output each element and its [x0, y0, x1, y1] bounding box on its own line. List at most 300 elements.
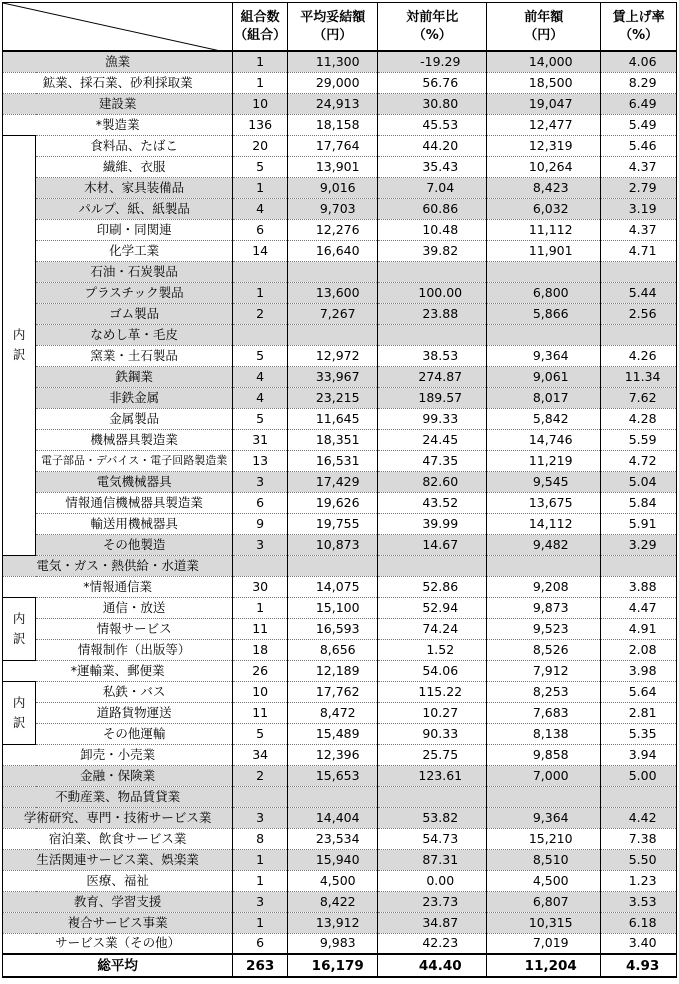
union-count — [233, 261, 288, 282]
industry-name: 情報通信機械器具製造業 — [36, 492, 233, 513]
industry-name: 機械器具製造業 — [36, 429, 233, 450]
previous-amount — [487, 786, 601, 807]
wage-settlement-table-container — [2, 2, 677, 978]
table-row — [3, 618, 677, 639]
average-amount: 8,656 — [288, 639, 378, 660]
average-amount: 19,755 — [288, 513, 378, 534]
union-count: 11 — [233, 618, 288, 639]
total-row — [3, 954, 677, 977]
industry-name: 学術研究、専門・技術サービス業 — [3, 807, 233, 828]
average-amount: 18,158 — [288, 114, 378, 135]
yoy-ratio: 56.76 — [378, 72, 487, 93]
industry-name: 鉄鋼業 — [36, 366, 233, 387]
table-row — [3, 282, 677, 303]
industry-name: 情報サービス — [36, 618, 233, 639]
industry-name: その他製造 — [36, 534, 233, 555]
previous-amount — [487, 324, 601, 345]
table-row — [3, 555, 677, 576]
total-label: 総平均 — [3, 954, 233, 977]
previous-amount: 8,138 — [487, 723, 601, 744]
header-count: 組合数 （組合） — [233, 3, 288, 52]
average-amount: 29,000 — [288, 72, 378, 93]
raise-rate: 6.18 — [601, 912, 677, 933]
yoy-ratio: 35.43 — [378, 156, 487, 177]
raise-rate: 3.40 — [601, 933, 677, 954]
yoy-ratio: 7.04 — [378, 177, 487, 198]
raise-rate: 5.84 — [601, 492, 677, 513]
union-count — [233, 786, 288, 807]
industry-name: ゴム製品 — [36, 303, 233, 324]
raise-rate — [601, 555, 677, 576]
previous-amount: 6,032 — [487, 198, 601, 219]
yoy-ratio: 24.45 — [378, 429, 487, 450]
union-count: 4 — [233, 387, 288, 408]
union-count: 3 — [233, 471, 288, 492]
header-average: 平均妥結額 （円） — [288, 3, 378, 52]
raise-rate: 7.62 — [601, 387, 677, 408]
table-row — [3, 156, 677, 177]
union-count: 4 — [233, 366, 288, 387]
average-amount: 33,967 — [288, 366, 378, 387]
union-count: 1 — [233, 597, 288, 618]
raise-rate: 1.23 — [601, 870, 677, 891]
average-amount: 14,404 — [288, 807, 378, 828]
union-count: 30 — [233, 576, 288, 597]
raise-rate: 5.04 — [601, 471, 677, 492]
yoy-ratio: 14.67 — [378, 534, 487, 555]
table-row — [3, 198, 677, 219]
yoy-ratio: 34.87 — [378, 912, 487, 933]
previous-amount: 7,683 — [487, 702, 601, 723]
table-row — [3, 219, 677, 240]
raise-rate: 3.29 — [601, 534, 677, 555]
header-raise-rate: 賃上げ率 （%） — [601, 3, 677, 52]
average-amount: 15,100 — [288, 597, 378, 618]
previous-amount: 9,545 — [487, 471, 601, 492]
average-amount: 17,764 — [288, 135, 378, 156]
yoy-ratio — [378, 555, 487, 576]
union-count: 18 — [233, 639, 288, 660]
total-raise-rate: 4.93 — [601, 954, 677, 977]
union-count: 1 — [233, 912, 288, 933]
industry-name: 建設業 — [3, 93, 233, 114]
previous-amount: 13,675 — [487, 492, 601, 513]
average-amount: 12,972 — [288, 345, 378, 366]
yoy-ratio — [378, 261, 487, 282]
yoy-ratio: 23.88 — [378, 303, 487, 324]
average-amount: 15,940 — [288, 849, 378, 870]
average-amount — [288, 555, 378, 576]
yoy-ratio: 52.94 — [378, 597, 487, 618]
union-count — [233, 324, 288, 345]
raise-rate: 2.56 — [601, 303, 677, 324]
header-previous: 前年額 （円） — [487, 3, 601, 52]
previous-amount: 11,112 — [487, 219, 601, 240]
yoy-ratio: 53.82 — [378, 807, 487, 828]
industry-name: 石油・石炭製品 — [36, 261, 233, 282]
average-amount: 18,351 — [288, 429, 378, 450]
union-count: 5 — [233, 408, 288, 429]
average-amount: 12,396 — [288, 744, 378, 765]
average-amount — [288, 324, 378, 345]
table-row — [3, 744, 677, 765]
industry-name: プラスチック製品 — [36, 282, 233, 303]
previous-amount — [487, 261, 601, 282]
previous-amount: 14,746 — [487, 429, 601, 450]
table-row — [3, 345, 677, 366]
previous-amount: 5,866 — [487, 303, 601, 324]
previous-amount: 7,000 — [487, 765, 601, 786]
union-count: 1 — [233, 177, 288, 198]
industry-name: 窯業・土石製品 — [36, 345, 233, 366]
previous-amount: 9,208 — [487, 576, 601, 597]
industry-name: 教育、学習支援 — [3, 891, 233, 912]
header-yoy: 対前年比 （%） — [378, 3, 487, 52]
industry-name: その他運輸 — [36, 723, 233, 744]
table-row — [3, 534, 677, 555]
table-row — [3, 786, 677, 807]
industry-name: 私鉄・バス — [36, 681, 233, 702]
previous-amount: 9,061 — [487, 366, 601, 387]
table-body — [3, 51, 677, 977]
table-row — [3, 240, 677, 261]
raise-rate: 5.50 — [601, 849, 677, 870]
yoy-ratio: 25.75 — [378, 744, 487, 765]
breakdown-label: 内 訳 — [3, 597, 36, 660]
table-row — [3, 450, 677, 471]
table-row — [3, 723, 677, 744]
union-count: 5 — [233, 156, 288, 177]
previous-amount: 18,500 — [487, 72, 601, 93]
yoy-ratio: 82.60 — [378, 471, 487, 492]
raise-rate: 11.34 — [601, 366, 677, 387]
table-row — [3, 660, 677, 681]
yoy-ratio: 39.82 — [378, 240, 487, 261]
union-count: 8 — [233, 828, 288, 849]
yoy-ratio: 45.53 — [378, 114, 487, 135]
table-row — [3, 114, 677, 135]
yoy-ratio: 123.61 — [378, 765, 487, 786]
average-amount: 16,531 — [288, 450, 378, 471]
raise-rate: 5.64 — [601, 681, 677, 702]
yoy-ratio: 115.22 — [378, 681, 487, 702]
average-amount: 11,645 — [288, 408, 378, 429]
table-row — [3, 261, 677, 282]
yoy-ratio: 189.57 — [378, 387, 487, 408]
previous-amount: 9,873 — [487, 597, 601, 618]
average-amount: 16,593 — [288, 618, 378, 639]
previous-amount: 14,000 — [487, 51, 601, 72]
previous-amount: 9,364 — [487, 807, 601, 828]
yoy-ratio: 0.00 — [378, 870, 487, 891]
yoy-ratio: 38.53 — [378, 345, 487, 366]
table-row — [3, 72, 677, 93]
industry-name: *運輸業、郵便業 — [3, 660, 233, 681]
table-row — [3, 891, 677, 912]
union-count: 13 — [233, 450, 288, 471]
table-row — [3, 576, 677, 597]
yoy-ratio: 74.24 — [378, 618, 487, 639]
yoy-ratio: 39.99 — [378, 513, 487, 534]
raise-rate: 3.94 — [601, 744, 677, 765]
union-count: 1 — [233, 72, 288, 93]
average-amount: 12,276 — [288, 219, 378, 240]
average-amount: 13,901 — [288, 156, 378, 177]
raise-rate: 5.00 — [601, 765, 677, 786]
table-row — [3, 93, 677, 114]
raise-rate: 8.29 — [601, 72, 677, 93]
union-count: 9 — [233, 513, 288, 534]
union-count: 6 — [233, 492, 288, 513]
wage-settlement-table — [2, 2, 677, 978]
raise-rate: 7.38 — [601, 828, 677, 849]
table-row — [3, 51, 677, 72]
union-count: 5 — [233, 723, 288, 744]
union-count — [233, 555, 288, 576]
table-row — [3, 471, 677, 492]
industry-name: 道路貨物運送 — [36, 702, 233, 723]
union-count: 31 — [233, 429, 288, 450]
industry-name: サービス業（その他） — [3, 933, 233, 954]
yoy-ratio: 10.27 — [378, 702, 487, 723]
industry-name: 金融・保険業 — [3, 765, 233, 786]
union-count: 6 — [233, 933, 288, 954]
industry-name: 生活関連サービス業、娯楽業 — [3, 849, 233, 870]
yoy-ratio — [378, 786, 487, 807]
average-amount: 15,653 — [288, 765, 378, 786]
union-count: 11 — [233, 702, 288, 723]
industry-name: 漁業 — [3, 51, 233, 72]
yoy-ratio: 90.33 — [378, 723, 487, 744]
yoy-ratio — [378, 324, 487, 345]
table-row — [3, 324, 677, 345]
average-amount: 17,429 — [288, 471, 378, 492]
union-count: 10 — [233, 93, 288, 114]
average-amount: 23,215 — [288, 387, 378, 408]
industry-name: 通信・放送 — [36, 597, 233, 618]
union-count: 3 — [233, 807, 288, 828]
industry-name: 電気・ガス・熱供給・水道業 — [3, 555, 233, 576]
previous-amount: 7,912 — [487, 660, 601, 681]
union-count: 4 — [233, 198, 288, 219]
industry-name: 電気機械器具 — [36, 471, 233, 492]
previous-amount: 5,842 — [487, 408, 601, 429]
average-amount: 4,500 — [288, 870, 378, 891]
previous-amount: 8,253 — [487, 681, 601, 702]
average-amount: 8,472 — [288, 702, 378, 723]
raise-rate — [601, 324, 677, 345]
union-count: 26 — [233, 660, 288, 681]
raise-rate: 4.42 — [601, 807, 677, 828]
table-row — [3, 492, 677, 513]
industry-name: 卸売・小売業 — [3, 744, 233, 765]
union-count: 3 — [233, 534, 288, 555]
industry-name: 化学工業 — [36, 240, 233, 261]
table-row — [3, 870, 677, 891]
average-amount: 23,534 — [288, 828, 378, 849]
raise-rate: 4.28 — [601, 408, 677, 429]
raise-rate: 4.72 — [601, 450, 677, 471]
breakdown-label: 内 訳 — [3, 135, 36, 555]
yoy-ratio: 60.86 — [378, 198, 487, 219]
industry-name: 電子部品・デバイス・電子回路製造業 — [36, 450, 233, 471]
average-amount: 9,983 — [288, 933, 378, 954]
raise-rate: 5.91 — [601, 513, 677, 534]
previous-amount: 12,477 — [487, 114, 601, 135]
previous-amount: 6,807 — [487, 891, 601, 912]
average-amount: 16,640 — [288, 240, 378, 261]
table-row — [3, 639, 677, 660]
table-row — [3, 912, 677, 933]
table-row — [3, 177, 677, 198]
table-row — [3, 702, 677, 723]
industry-name: 非鉄金属 — [36, 387, 233, 408]
industry-name: 金属製品 — [36, 408, 233, 429]
average-amount: 10,873 — [288, 534, 378, 555]
industry-name: *情報通信業 — [3, 576, 233, 597]
raise-rate: 5.44 — [601, 282, 677, 303]
union-count: 3 — [233, 891, 288, 912]
previous-amount: 9,364 — [487, 345, 601, 366]
yoy-ratio: 42.23 — [378, 933, 487, 954]
raise-rate: 4.37 — [601, 219, 677, 240]
yoy-ratio: 1.52 — [378, 639, 487, 660]
average-amount — [288, 786, 378, 807]
raise-rate: 5.35 — [601, 723, 677, 744]
union-count: 5 — [233, 345, 288, 366]
average-amount: 12,189 — [288, 660, 378, 681]
previous-amount: 7,019 — [487, 933, 601, 954]
union-count: 14 — [233, 240, 288, 261]
table-row — [3, 135, 677, 156]
union-count: 1 — [233, 282, 288, 303]
yoy-ratio: 100.00 — [378, 282, 487, 303]
average-amount: 11,300 — [288, 51, 378, 72]
previous-amount: 8,017 — [487, 387, 601, 408]
header-row — [3, 3, 677, 52]
breakdown-label: 内 訳 — [3, 681, 36, 744]
raise-rate: 5.46 — [601, 135, 677, 156]
total-average: 16,179 — [288, 954, 378, 977]
raise-rate: 3.88 — [601, 576, 677, 597]
yoy-ratio: 30.80 — [378, 93, 487, 114]
industry-name: なめし革・毛皮 — [36, 324, 233, 345]
raise-rate: 4.37 — [601, 156, 677, 177]
previous-amount: 12,319 — [487, 135, 601, 156]
average-amount: 19,626 — [288, 492, 378, 513]
industry-name: 食料品、たばこ — [36, 135, 233, 156]
yoy-ratio: 54.06 — [378, 660, 487, 681]
total-count: 263 — [233, 954, 288, 977]
previous-amount: 4,500 — [487, 870, 601, 891]
average-amount: 13,912 — [288, 912, 378, 933]
previous-amount: 10,315 — [487, 912, 601, 933]
union-count: 6 — [233, 219, 288, 240]
previous-amount: 15,210 — [487, 828, 601, 849]
table-row — [3, 597, 677, 618]
union-count: 136 — [233, 114, 288, 135]
union-count: 20 — [233, 135, 288, 156]
industry-name: 情報制作（出版等） — [36, 639, 233, 660]
previous-amount: 11,219 — [487, 450, 601, 471]
table-row — [3, 933, 677, 954]
table-row — [3, 303, 677, 324]
average-amount — [288, 261, 378, 282]
industry-name: パルプ、紙、紙製品 — [36, 198, 233, 219]
total-previous: 11,204 — [487, 954, 601, 977]
table-row — [3, 828, 677, 849]
raise-rate: 6.49 — [601, 93, 677, 114]
raise-rate: 4.26 — [601, 345, 677, 366]
table-row — [3, 387, 677, 408]
raise-rate: 5.49 — [601, 114, 677, 135]
average-amount: 8,422 — [288, 891, 378, 912]
yoy-ratio: -19.29 — [378, 51, 487, 72]
average-amount: 17,762 — [288, 681, 378, 702]
raise-rate: 5.59 — [601, 429, 677, 450]
table-row — [3, 408, 677, 429]
diagonal-line — [3, 3, 225, 51]
union-count: 34 — [233, 744, 288, 765]
previous-amount: 9,523 — [487, 618, 601, 639]
raise-rate: 4.06 — [601, 51, 677, 72]
raise-rate: 2.79 — [601, 177, 677, 198]
average-amount: 7,267 — [288, 303, 378, 324]
industry-name: 繊維、衣服 — [36, 156, 233, 177]
table-row — [3, 429, 677, 450]
average-amount: 15,489 — [288, 723, 378, 744]
raise-rate: 3.19 — [601, 198, 677, 219]
industry-name: 宿泊業、飲食サービス業 — [3, 828, 233, 849]
total-yoy: 44.40 — [378, 954, 487, 977]
previous-amount: 10,264 — [487, 156, 601, 177]
raise-rate: 2.81 — [601, 702, 677, 723]
previous-amount: 8,510 — [487, 849, 601, 870]
industry-name: 鉱業、採石業、砂利採取業 — [3, 72, 233, 93]
industry-name: 複合サービス事業 — [3, 912, 233, 933]
industry-name: 木材、家具装備品 — [36, 177, 233, 198]
previous-amount: 8,526 — [487, 639, 601, 660]
corner-cell — [3, 3, 233, 52]
previous-amount — [487, 555, 601, 576]
table-row — [3, 513, 677, 534]
yoy-ratio: 47.35 — [378, 450, 487, 471]
table-row — [3, 807, 677, 828]
previous-amount: 11,901 — [487, 240, 601, 261]
yoy-ratio: 52.86 — [378, 576, 487, 597]
previous-amount: 9,858 — [487, 744, 601, 765]
union-count: 1 — [233, 870, 288, 891]
union-count: 2 — [233, 303, 288, 324]
yoy-ratio: 43.52 — [378, 492, 487, 513]
raise-rate: 3.53 — [601, 891, 677, 912]
previous-amount: 19,047 — [487, 93, 601, 114]
industry-name: 医療、福祉 — [3, 870, 233, 891]
previous-amount: 6,800 — [487, 282, 601, 303]
yoy-ratio: 23.73 — [378, 891, 487, 912]
table-row — [3, 681, 677, 702]
union-count: 1 — [233, 849, 288, 870]
union-count: 10 — [233, 681, 288, 702]
table-row — [3, 849, 677, 870]
industry-name: 印刷・同関連 — [36, 219, 233, 240]
yoy-ratio: 274.87 — [378, 366, 487, 387]
raise-rate: 3.98 — [601, 660, 677, 681]
industry-name: 不動産業、物品賃貸業 — [3, 786, 233, 807]
raise-rate — [601, 261, 677, 282]
union-count: 1 — [233, 51, 288, 72]
previous-amount: 14,112 — [487, 513, 601, 534]
